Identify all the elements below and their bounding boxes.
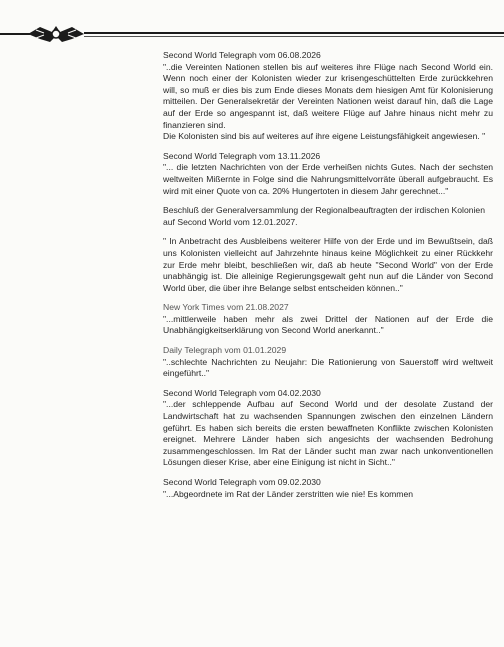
news-entry	[163, 302, 493, 337]
entry-title: Beschluß der Generalversammlung der Regionalbeauftragten der irdischen Kolonien auf Second World vom 12.01.2027.	[163, 205, 485, 227]
entry-title: Second World Telegraph vom 04.02.2030	[163, 387, 321, 398]
news-column	[163, 50, 493, 508]
news-entry	[163, 50, 493, 143]
entry-body: "...Abgeordnete im Rat der Länder zerstritten wie nie! Es kommen	[163, 488, 413, 499]
entry-body: " In Anbetracht des Ausbleibens weiterer Hilfe von der Erde und im Bewußtsein, daß uns Kolonisten vielleicht auf Jahrzehnte hinaus keine Möglichkeit zu einer Rückkehr zur Erde mehr bleibt, beschließen wir, daß ab heute "Second World" von der Erde unabhängig ist. Die alleinige Regierungsgewalt geht nun auf die Länder von Second World über, die über ihre Belange selbst entscheiden können.."	[163, 236, 493, 293]
news-entry	[163, 205, 493, 294]
entry-body: "... die letzten Nachrichten von der Erde verheißen nichts Gutes. Nach der sechsten weltweiten Mißernte in Folge sind die Nahrungsmittelvorräte überall aufgebraucht. Es wird mit einer Quote von ca. 20% Hungertoten in diesem Jahr gerechnet..."	[163, 162, 493, 196]
entry-body: "..schlechte Nachrichten zu Neujahr: Die Rationierung von Sauerstoff wird weltweit eingeführt.."	[163, 356, 493, 379]
entry-body: "...der schleppende Aufbau auf Second World und der desolate Zustand der Landwirtschaft hat zu wachsenden Spannungen zwischen den einzelnen Ländern geführt. Es haben sich bereits die ersten bewaffneten Konflikte zwischen Kolonisten ereignet. Mehrere Länder haben sich angesichts der wachsenden Bedrohung zusammengeschlossen. Im Rat der Länder sucht man zwar nach unkonventionellen Lösungen dieser Krise, aber eine Einigung ist nicht in Sicht.."	[163, 399, 493, 468]
entry-title: Daily Telegraph vom 01.01.2029	[163, 345, 287, 356]
entry-title: New York Times vom 21.08.2027	[163, 302, 289, 313]
news-entry	[163, 477, 493, 500]
entry-title: Second World Telegraph vom 09.02.2030	[163, 477, 321, 487]
entry-body: "...mittlerweile haben mehr als zwei Drittel der Nationen auf der Erde die Unabhängigkeitserklärung von Second World anerkannt.."	[163, 313, 493, 336]
entry-body: "..die Vereinten Nationen stellen bis auf weiteres ihre Flüge nach Second World ein. Wenn noch einer der Kolonisten wieder zur krisengeschüttelten Erde zurückkehren will, so muß er dies bis zum Ende dieses Monats dem hiesigen Amt für Kolonisierung mitteilen. Der Generalsekretär der Vereinten Nationen weist darauf hin, daß die Lage auf der Erde so angespannt ist, daß weitere Flüge auf Jahre hinaus nicht mehr zu finanzieren sind. Die Kolonisten sind bis auf weiteres auf ihre eigene Leistungsfähigkeit angewiesen. "	[163, 61, 493, 142]
news-entry	[163, 388, 493, 469]
news-entry	[163, 345, 493, 380]
winged-emblem-icon	[0, 26, 84, 42]
header-ornament-rule	[0, 24, 504, 44]
entry-title: Second World Telegraph vom 13.11.2026	[163, 150, 321, 161]
news-entry	[163, 151, 493, 197]
entry-title: Second World Telegraph vom 06.08.2026	[163, 50, 321, 60]
